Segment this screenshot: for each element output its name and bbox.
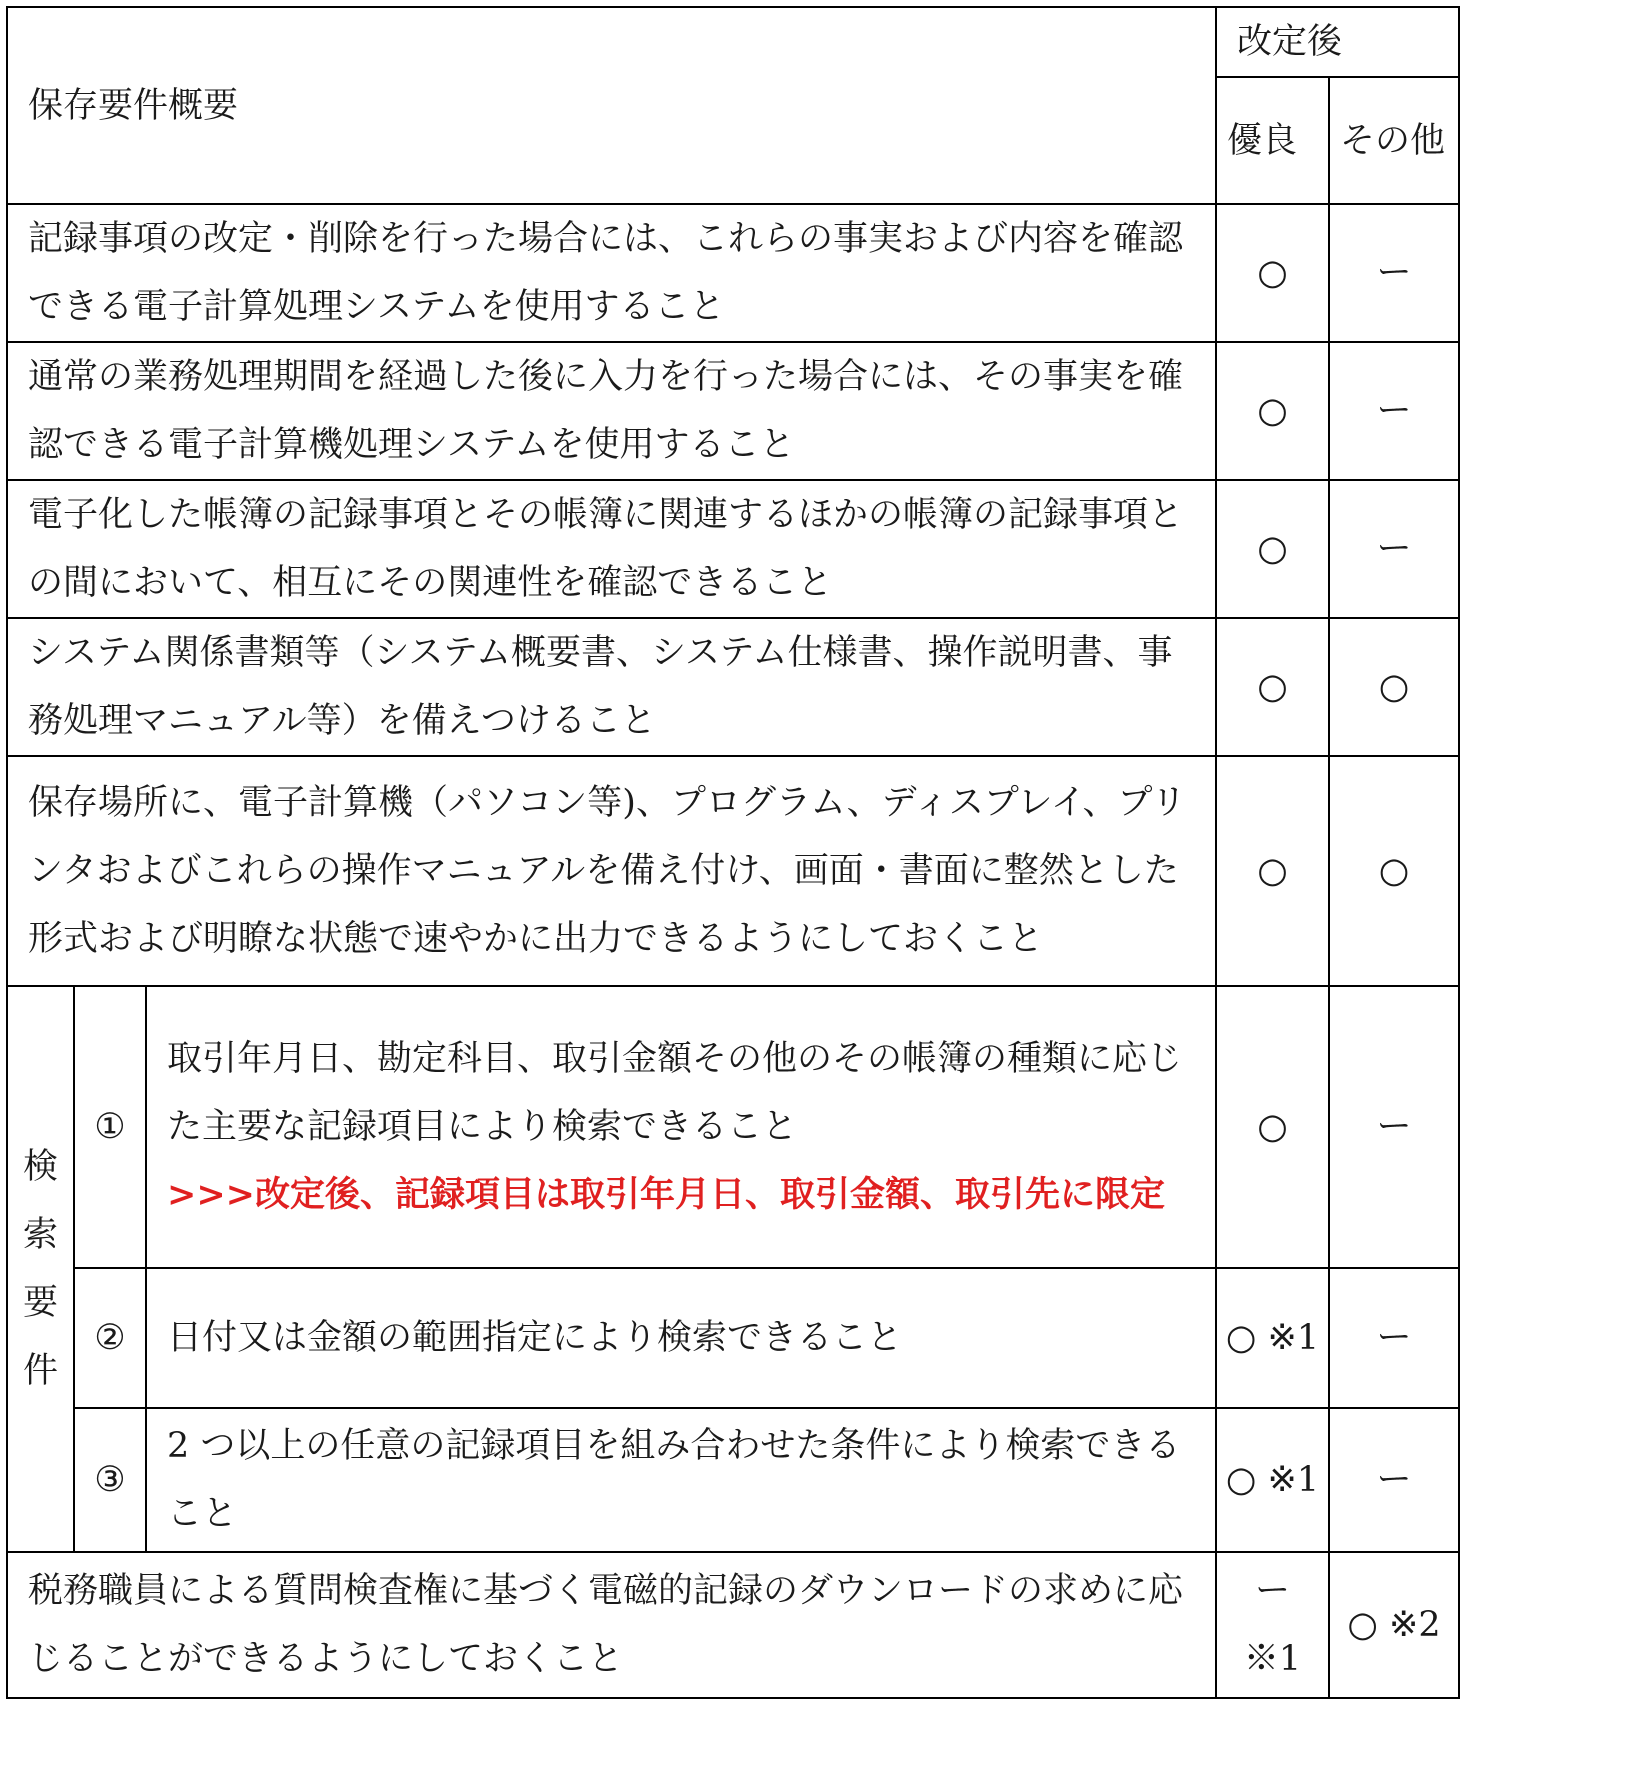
search-item-text bbox=[146, 986, 1216, 1268]
search-item-text: 2 つ以上の任意の記録項目を組み合わせた条件により検索できること bbox=[146, 1408, 1216, 1552]
table-row bbox=[7, 618, 1459, 756]
other-mark: ー bbox=[1329, 986, 1459, 1268]
other-mark: ー bbox=[1329, 1408, 1459, 1552]
table-row bbox=[7, 756, 1459, 986]
excellent-mark: ○ bbox=[1216, 756, 1329, 986]
search-item-description: 取引年月日、勘定科目、取引金額その他のその帳簿の種類に応じた主要な記録項目により検索できること bbox=[167, 1039, 1183, 1147]
other-mark: ー bbox=[1329, 1268, 1459, 1408]
excellent-mark: ○ ※1 bbox=[1216, 1268, 1329, 1408]
summary-header: 保存要件概要 bbox=[7, 7, 1216, 204]
table-row bbox=[7, 204, 1459, 342]
other-mark: ー bbox=[1329, 342, 1459, 480]
other-header: その他 bbox=[1329, 77, 1459, 204]
requirements-table bbox=[6, 6, 1460, 1699]
requirement-text: 電子化した帳簿の記録事項とその帳簿に関連するほかの帳簿の記録事項との間において、相互にその関連性を確認できること bbox=[7, 480, 1216, 618]
header-row bbox=[7, 7, 1459, 77]
other-mark: ○ bbox=[1329, 756, 1459, 986]
other-mark: ー bbox=[1329, 480, 1459, 618]
requirement-text: 通常の業務処理期間を経過した後に入力を行った場合には、その事実を確認できる電子計算機処理システムを使用すること bbox=[7, 342, 1216, 480]
requirement-text: 税務職員による質問検査権に基づく電磁的記録のダウンロードの求めに応じることができるようにしておくこと bbox=[7, 1552, 1216, 1698]
table-row bbox=[7, 342, 1459, 480]
requirement-text: 保存場所に、電子計算機（パソコン等)、プログラム、ディスプレイ、プリンタおよびこれらの操作マニュアルを備え付け、画面・書面に整然とした形式および明瞭な状態で速やかに出力できるようにしておくこと bbox=[7, 756, 1216, 986]
excellent-mark: ○ bbox=[1216, 618, 1329, 756]
revision-note: >>>改定後、記録項目は取引年月日、取引金額、取引先に限定 bbox=[167, 1174, 1165, 1215]
excellent-mark: ○ bbox=[1216, 342, 1329, 480]
excellent-header: 優良 bbox=[1216, 77, 1329, 204]
excellent-mark: ○ bbox=[1216, 204, 1329, 342]
requirement-text: システム関係書類等（システム概要書、システム仕様書、操作説明書、事務処理マニュアル等）を備えつけること bbox=[7, 618, 1216, 756]
other-mark: ○ bbox=[1329, 618, 1459, 756]
table-row bbox=[7, 480, 1459, 618]
item-number: ② bbox=[74, 1268, 146, 1408]
excellent-mark: ー ※1 bbox=[1216, 1552, 1329, 1698]
excellent-mark: ○ bbox=[1216, 986, 1329, 1268]
excellent-mark: ○ bbox=[1216, 480, 1329, 618]
search-label: 検索要件 bbox=[7, 986, 74, 1552]
search-item-text: 日付又は金額の範囲指定により検索できること bbox=[146, 1268, 1216, 1408]
after-revision-header: 改定後 bbox=[1216, 7, 1459, 77]
other-mark: ○ ※2 bbox=[1329, 1552, 1459, 1698]
requirement-text: 記録事項の改定・削除を行った場合には、これらの事実および内容を確認できる電子計算処理システムを使用すること bbox=[7, 204, 1216, 342]
item-number: ③ bbox=[74, 1408, 146, 1552]
item-number: ① bbox=[74, 986, 146, 1268]
other-mark: ー bbox=[1329, 204, 1459, 342]
search-row bbox=[7, 986, 1459, 1268]
search-row bbox=[7, 1408, 1459, 1552]
table-row bbox=[7, 1552, 1459, 1698]
excellent-mark: ○ ※1 bbox=[1216, 1408, 1329, 1552]
search-row bbox=[7, 1268, 1459, 1408]
